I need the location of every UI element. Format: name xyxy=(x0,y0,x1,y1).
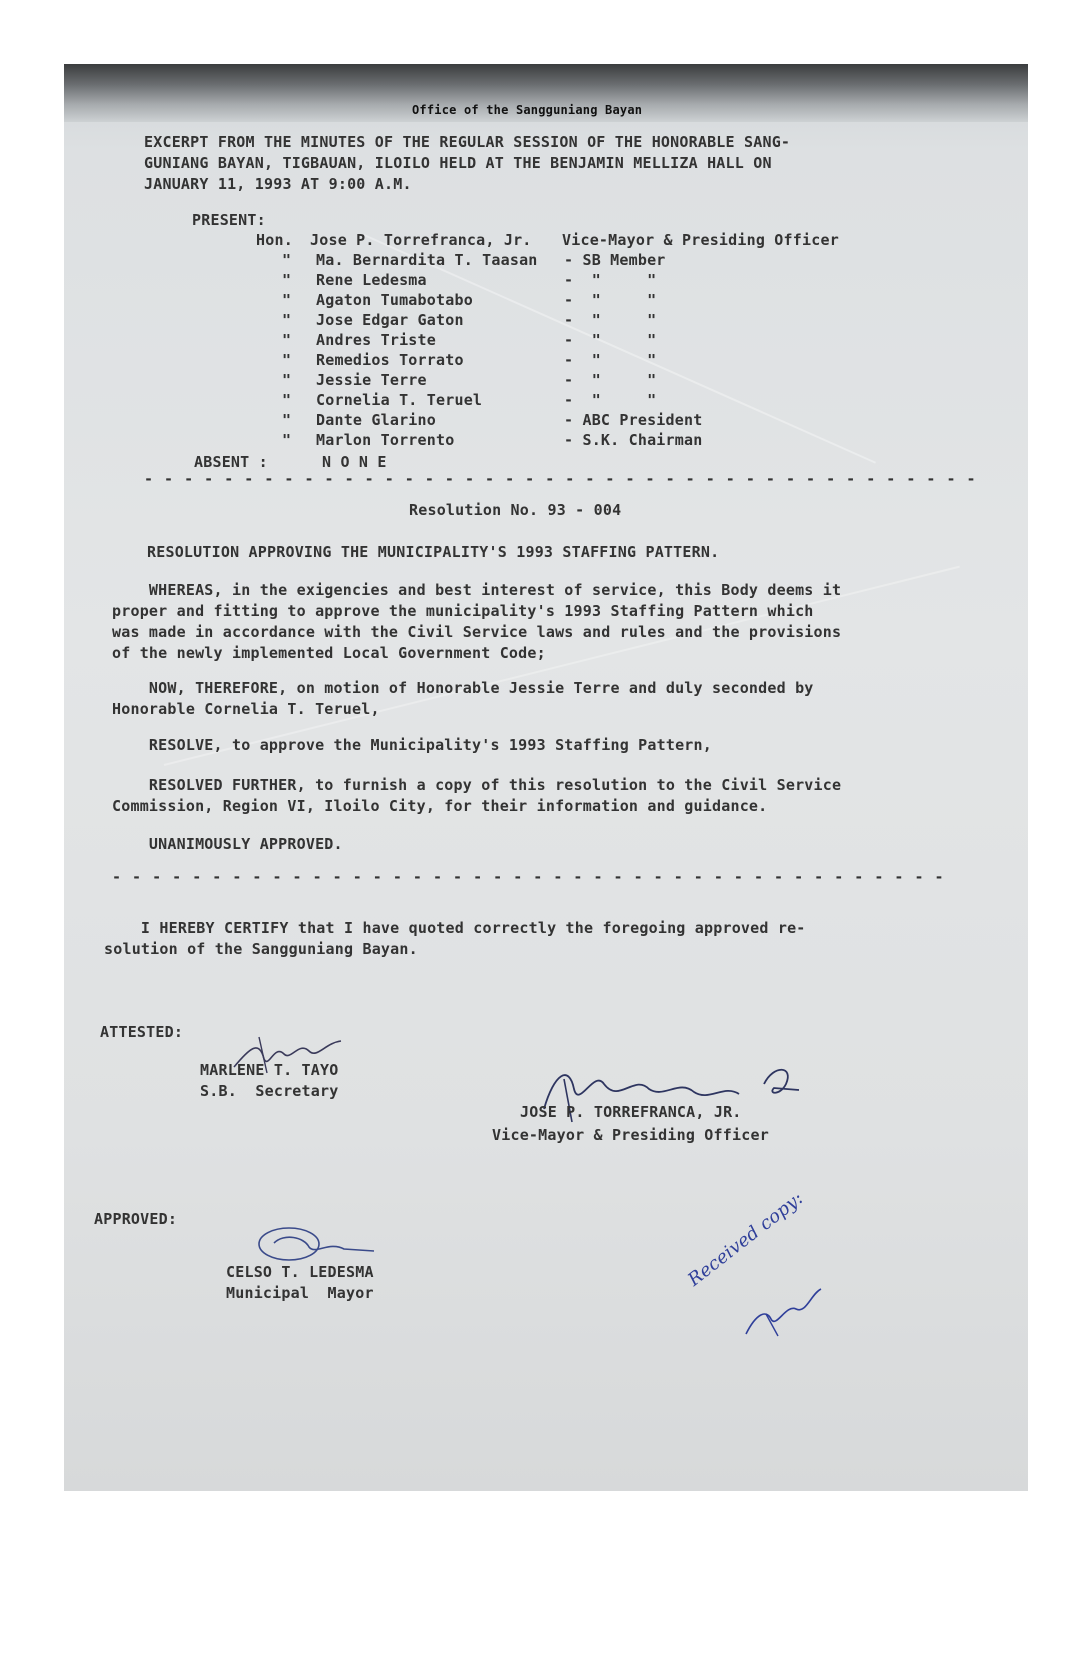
member-role: - " " xyxy=(564,391,657,409)
member-prefix: " xyxy=(282,391,292,409)
attested-label: ATTESTED: xyxy=(100,1023,184,1041)
member-role: - SB Member xyxy=(564,251,666,269)
now-line-2: Honorable Cornelia T. Teruel, xyxy=(112,700,380,718)
member-role: - " " xyxy=(564,311,657,329)
excerpt-line-1: EXCERPT FROM THE MINUTES OF THE REGULAR SESSION OF THE HONORABLE SANG- xyxy=(144,133,791,151)
member-prefix: " xyxy=(282,331,292,349)
member-prefix: " xyxy=(282,271,292,289)
absent-label: ABSENT : xyxy=(194,453,268,471)
absent-value: N O N E xyxy=(322,453,387,471)
whereas-line-3: was made in accordance with the Civil Service laws and rules and the provisions xyxy=(112,623,842,641)
member-name: Jose Edgar Gaton xyxy=(316,311,464,329)
member-prefix: " xyxy=(282,371,292,389)
excerpt-line-3: JANUARY 11, 1993 AT 9:00 A.M. xyxy=(144,175,412,193)
member-name: Rene Ledesma xyxy=(316,271,427,289)
member-prefix: " xyxy=(282,351,292,369)
separator-top: - - - - - - - - - - - - - - - - - - - - - - - - - - - - - - - - - - - - - - - - - - xyxy=(144,470,977,488)
member-prefix: " xyxy=(282,411,292,429)
separator-bottom: - - - - - - - - - - - - - - - - - - - - - - - - - - - - - - - - - - - - - - - - - - xyxy=(112,868,945,886)
received-copy-note: Received copy: xyxy=(684,1187,808,1291)
member-name: Jose P. Torrefranca, Jr. xyxy=(310,231,532,249)
now-line-1: NOW, THEREFORE, on motion of Honorable Jessie Terre and duly seconded by xyxy=(112,679,814,697)
member-role: - " " xyxy=(564,331,657,349)
member-role: - " " xyxy=(564,371,657,389)
vice-mayor-title: Vice-Mayor & Presiding Officer xyxy=(492,1126,769,1144)
further-line-2: Commission, Region VI, Iloilo City, for their information and guidance. xyxy=(112,797,768,815)
member-role: - S.K. Chairman xyxy=(564,431,703,449)
resolve-line: RESOLVE, to approve the Municipality's 1993 Staffing Pattern, xyxy=(112,736,712,754)
member-role: - " " xyxy=(564,351,657,369)
present-label: PRESENT: xyxy=(192,211,266,229)
member-role: - " " xyxy=(564,271,657,289)
office-heading: Office of the Sangguniang Bayan xyxy=(412,103,643,117)
member-name: Dante Glarino xyxy=(316,411,436,429)
member-role: Vice-Mayor & Presiding Officer xyxy=(562,231,839,249)
member-name: Marlon Torrento xyxy=(316,431,455,449)
member-name: Agaton Tumabotabo xyxy=(316,291,473,309)
member-prefix: " xyxy=(282,251,292,269)
approved-label: APPROVED: xyxy=(94,1210,178,1228)
secretary-title: S.B. Secretary xyxy=(200,1082,339,1100)
member-prefix: " xyxy=(282,311,292,329)
resolution-number: Resolution No. 93 - 004 xyxy=(409,501,622,519)
secretary-name: MARLENE T. TAYO xyxy=(200,1061,339,1079)
member-name: Andres Triste xyxy=(316,331,436,349)
member-prefix: " xyxy=(282,291,292,309)
whereas-line-4: of the newly implemented Local Government Code; xyxy=(112,644,546,662)
receiver-signature xyxy=(736,1264,836,1344)
excerpt-line-2: GUNIANG BAYAN, TIGBAUAN, ILOILO HELD AT THE BENJAMIN MELLIZA HALL ON xyxy=(144,154,772,172)
whereas-line-2: proper and fitting to approve the municipality's 1993 Staffing Pattern which xyxy=(112,602,814,620)
member-role: - ABC President xyxy=(564,411,703,429)
member-prefix: " xyxy=(282,431,292,449)
certify-line-2: solution of the Sangguniang Bayan. xyxy=(104,940,418,958)
member-role: - " " xyxy=(564,291,657,309)
document-photo xyxy=(64,64,1028,1491)
vice-mayor-name: JOSE P. TORREFRANCA, JR. xyxy=(520,1103,742,1121)
member-name: Jessie Terre xyxy=(316,371,427,389)
unanimously-approved: UNANIMOUSLY APPROVED. xyxy=(112,835,343,853)
mayor-name: CELSO T. LEDESMA xyxy=(226,1263,374,1281)
certify-line-1: I HEREBY CERTIFY that I have quoted correctly the foregoing approved re- xyxy=(104,919,806,937)
mayor-title: Municipal Mayor xyxy=(226,1284,374,1302)
resolution-title: RESOLUTION APPROVING THE MUNICIPALITY'S 1993 STAFFING PATTERN. xyxy=(147,543,720,561)
member-prefix: Hon. xyxy=(256,231,293,249)
member-name: Cornelia T. Teruel xyxy=(316,391,483,409)
member-name: Ma. Bernardita T. Taasan xyxy=(316,251,538,269)
member-name: Remedios Torrato xyxy=(316,351,464,369)
further-line-1: RESOLVED FURTHER, to furnish a copy of this resolution to the Civil Service xyxy=(112,776,842,794)
whereas-line-1: WHEREAS, in the exigencies and best interest of service, this Body deems it xyxy=(112,581,842,599)
